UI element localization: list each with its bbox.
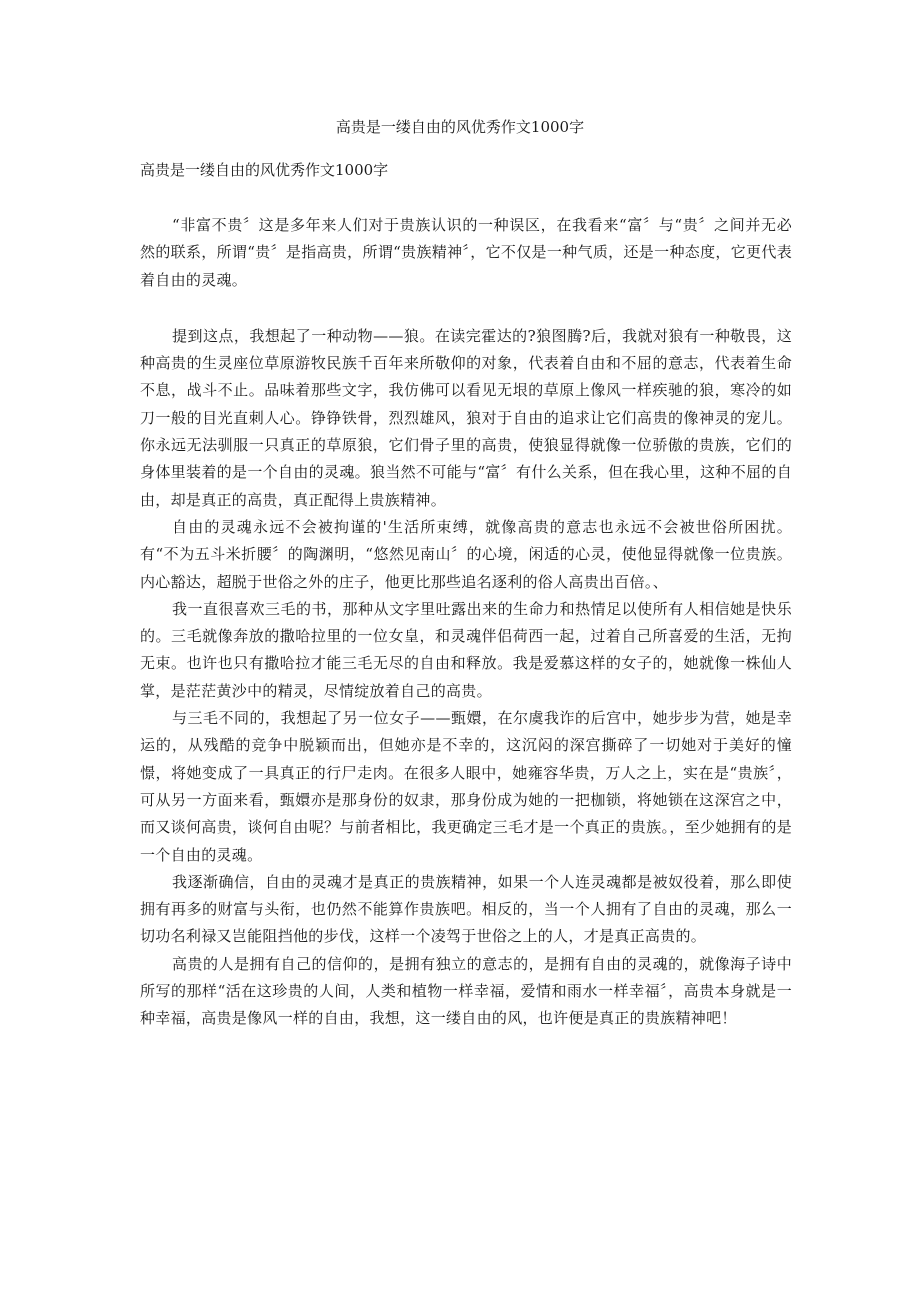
paragraph-conclusion: 高贵的人是拥有自己的信仰的，是拥有独立的意志的，是拥有自由的灵魂的，就像海子诗中所写的那样“活在这珍贵的人间，人类和植物一样幸福，爱情和雨水一样幸福〞，高贵本身就是一种幸福，高贵是像风一样的自由，我想，这一缕自由的风，也许便是真正的贵族精神吧！ [140, 954, 792, 1028]
paragraph-conviction: 我逐渐确信，自由的灵魂才是真正的贵族精神，如果一个人连灵魂都是被奴役着，那么即使拥有再多的财富与头衔，也仍然不能算作贵族吧。相反的，当一个人拥有了自由的灵魂，那么一切功名利禄又岂能阻挡他的步伐，这样一个凌驾于世俗之上的人，才是真正高贵的。 [140, 872, 792, 946]
paragraph-zhenhuan: 与三毛不同的，我想起了另一位女子——甄嬛，在尔虞我诈的后宫中，她步步为营，她是幸运的，从残酷的竞争中脱颖而出，但她亦是不幸的，这沉闷的深宫撕碎了一切她对于美好的憧憬，将她变成了一具真正的行尸走肉。在很多人眼中，她雍容华贵，万人之上，实在是“贵族〞，可从另一方面来看，甄嬛亦是那身份的奴隶，那身份成为她的一把枷锁，将她锁在这深宫之中，而又谈何高贵，谈何自由呢？与前者相比，我更确定三毛才是一个真正的贵族。，至少她拥有的是一个自由的灵魂。 [140, 709, 792, 864]
article-heading: 高贵是一缕自由的风优秀作文1000字 [140, 161, 389, 179]
page-title: 高贵是一缕自由的风优秀作文1000字 [335, 118, 585, 136]
paragraph-gap [140, 294, 792, 323]
paragraph-wolf: 提到这点，我想起了一种动物——狼。在读完霍达的?狼图腾?后，我就对狼有一种敬畏，这种高贵的生灵座位草原游牧民族千百年来所敬仰的对象，代表着自由和不屈的意志，代表着生命不息，战斗不止。品味着那些文字，我仿佛可以看见无垠的草原上像风一样疾驰的狼，寒冷的如刀一般的目光直刺人心。铮铮铁骨，烈烈雄风，狼对于自由的追求让它们高贵的像神灵的宠儿。你永远无法驯服一只真正的草原狼，它们骨子里的高贵，使狼显得就像一位骄傲的贵族，它们的身体里装着的是一个自由的灵魂。狼当然不可能与“富〞有什么关系，但在我心里，这种不屈的自由，却是真正的高贵，真正配得上贵族精神。 [140, 326, 792, 509]
paragraph-sanmao: 我一直很喜欢三毛的书，那种从文字里吐露出来的生命力和热情足以使所有人相信她是快乐的。三毛就像奔放的撒哈拉里的一位女皇，和灵魂伴侣荷西一起，过着自己所喜爱的生活，无拘无束。也许也只有撒哈拉才能三毛无尽的自由和释放。我是爱慕这样的女子的，她就像一株仙人掌，是茫茫黄沙中的精灵，尽情绽放着自己的高贵。 [140, 599, 792, 700]
paragraph-free-soul: 自由的灵魂永远不会被拘谨的'生活所束缚，就像高贵的意志也永远不会被世俗所困扰。有“不为五斗米折腰〞的陶渊明，“悠然见南山〞的心境，闲适的心灵，使他显得就像一位贵族。内心豁达，超脱于世俗之外的庄子，他更比那些追名逐利的俗人高贵出百倍。、 [140, 517, 792, 591]
paragraph-intro: “非富不贵〞这是多年来人们对于贵族认识的一种误区，在我看来“富〞与“贵〞之间并无必然的联系，所谓“贵〞是指高贵，所谓“贵族精神〞，它不仅是一种气质，还是一种态度，它更代表着自由的灵魂。 [140, 216, 792, 289]
article-body [140, 212, 792, 1033]
